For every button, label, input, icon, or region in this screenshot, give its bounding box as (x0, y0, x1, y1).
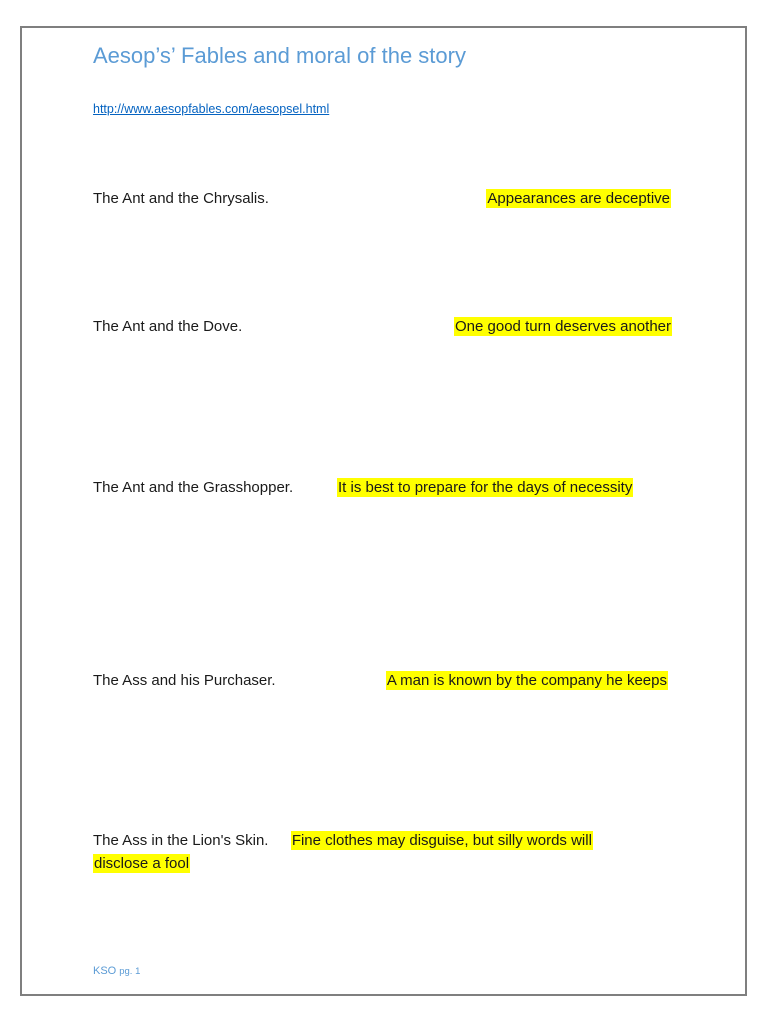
fable-title: The Ant and the Grasshopper. (93, 479, 294, 496)
fable-moral: A man is known by the company he keeps (386, 672, 667, 689)
document-page (20, 26, 747, 996)
fable-title: The Ant and the Chrysalis. (93, 190, 269, 207)
fable-title: The Ass and his Purchaser. (93, 672, 276, 689)
fable-moral-continued (93, 855, 190, 872)
fable-moral: It is best to prepare for the days of necessity (338, 479, 633, 496)
fable-moral: One good turn deserves another (455, 318, 671, 335)
fable-title: The Ant and the Dove. (93, 318, 243, 335)
document-title: Aesop’s’ Fables and moral of the story (93, 43, 466, 68)
page-number: pg. 1 (119, 966, 141, 977)
footer-author: KSO (93, 965, 117, 977)
source-link[interactable]: http://www.aesopfables.com/aesopsel.html (93, 102, 330, 116)
fable-moral: disclose a fool (94, 855, 190, 872)
page-footer (93, 965, 140, 977)
fable-moral: Appearances are deceptive (487, 190, 670, 207)
fable-moral: Fine clothes may disguise, but silly words will (291, 832, 592, 849)
fable-title: The Ass in the Lion's Skin. (93, 832, 269, 849)
fable-line (93, 832, 593, 849)
